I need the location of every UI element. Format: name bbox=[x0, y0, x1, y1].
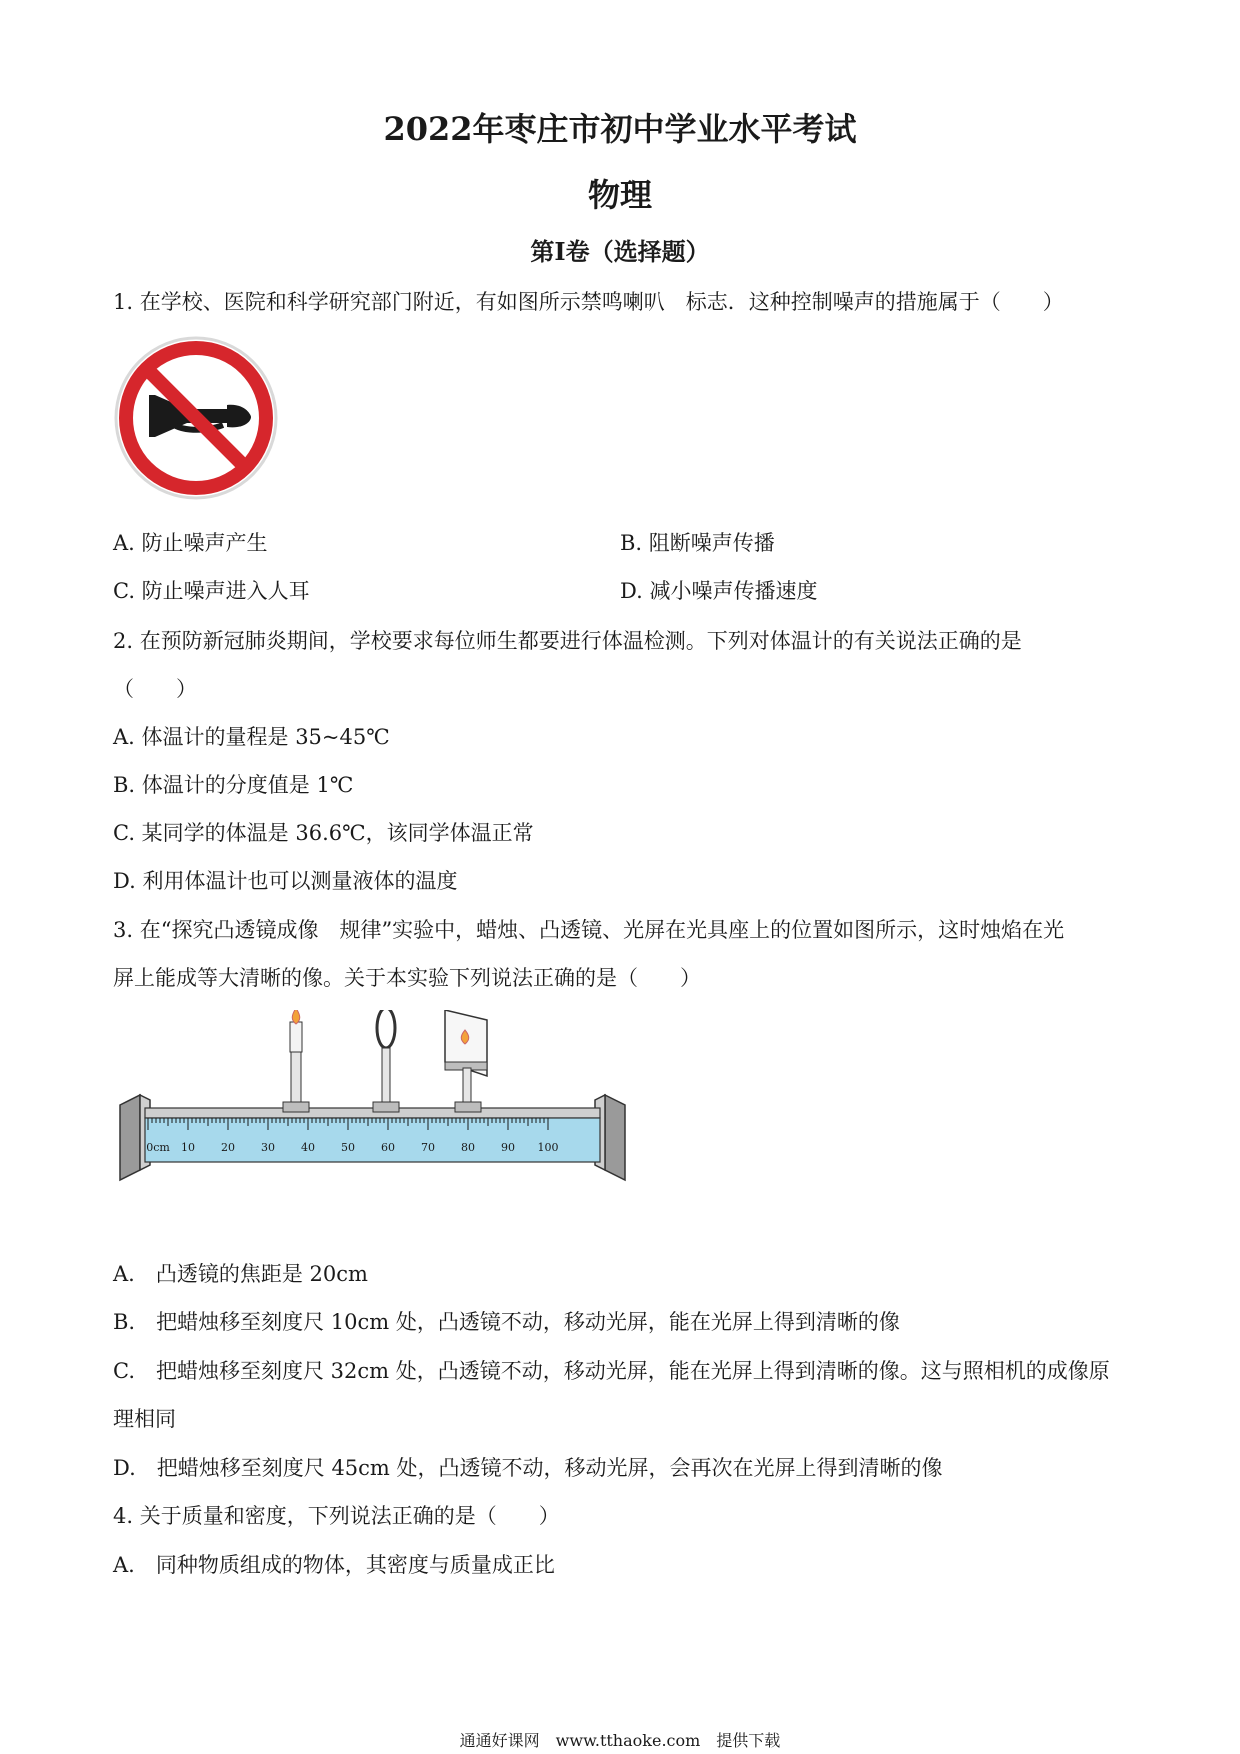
q3-option-c-line1: C. 把蜡烛移至刻度尺 32cm 处，凸透镜不动，移动光屏，能在光屏上得到清晰的像。这与照相机的成像原 bbox=[113, 1359, 1110, 1383]
ruler-label: 90 bbox=[501, 1141, 515, 1154]
footer-source: 通通好课网 www.tthaoke.com 提供下载 bbox=[459, 1731, 781, 1750]
exam-title: 2022年枣庄市初中学业水平考试 bbox=[383, 110, 857, 148]
ruler-label: 0cm bbox=[146, 1141, 170, 1154]
q2-stem-line2: （ ） bbox=[113, 677, 197, 701]
q3-stem-line1: 3. 在“探究凸透镜成像 规律”实验中，蜡烛、凸透镜、光屏在光具座上的位置如图所示，这时烛焰在光 bbox=[113, 918, 1065, 942]
ruler bbox=[145, 1118, 600, 1162]
ruler-label: 70 bbox=[421, 1141, 435, 1154]
ruler-label: 20 bbox=[221, 1141, 235, 1154]
q2-stem-line1: 2. 在预防新冠肺炎期间，学校要求每位师生都要进行体温检测。下列对体温计的有关说法正确的是 bbox=[113, 629, 1022, 653]
q2-option-d: D. 利用体温计也可以测量液体的温度 bbox=[113, 869, 458, 893]
q3-option-c-line2: 理相同 bbox=[113, 1407, 176, 1431]
ruler-label: 10 bbox=[181, 1141, 195, 1154]
q1-option-d: D. 减小噪声传播速度 bbox=[620, 579, 818, 603]
q3-option-b: B. 把蜡烛移至刻度尺 10cm 处，凸透镜不动，移动光屏，能在光屏上得到清晰的像 bbox=[113, 1310, 900, 1334]
q1-option-a: A. 防止噪声产生 bbox=[113, 531, 268, 555]
ruler-label: 60 bbox=[381, 1141, 395, 1154]
section-title: 第Ⅰ卷（选择题） bbox=[530, 237, 710, 266]
q2-option-c: C. 某同学的体温是 36.6℃，该同学体温正常 bbox=[113, 821, 534, 845]
q3-stem-line2: 屏上能成等大清晰的像。关于本实验下列说法正确的是（ ） bbox=[113, 966, 701, 990]
q3-option-a: A. 凸透镜的焦距是 20cm bbox=[113, 1262, 368, 1286]
ruler-label: 40 bbox=[301, 1141, 315, 1154]
q4-option-a: A. 同种物质组成的物体，其密度与质量成正比 bbox=[113, 1553, 555, 1577]
optical-bench-diagram bbox=[115, 1010, 640, 1185]
no-horn-sign-icon bbox=[111, 333, 281, 503]
subject-title: 物理 bbox=[587, 176, 652, 214]
q1-option-c: C. 防止噪声进入人耳 bbox=[113, 579, 310, 603]
q2-option-a: A. 体温计的量程是 35~45℃ bbox=[113, 725, 390, 749]
q1-stem: 1. 在学校、医院和科学研究部门附近，有如图所示禁鸣喇叭 标志．这种控制噪声的措施属于（ ） bbox=[113, 290, 1064, 314]
q4-stem: 4. 关于质量和密度，下列说法正确的是（ ） bbox=[113, 1504, 560, 1528]
ruler-label: 100 bbox=[537, 1141, 559, 1154]
q1-option-b: B. 阻断噪声传播 bbox=[620, 531, 775, 555]
ruler-label: 80 bbox=[461, 1141, 475, 1154]
q2-option-b: B. 体温计的分度值是 1℃ bbox=[113, 773, 354, 797]
ruler-label: 50 bbox=[341, 1141, 355, 1154]
q3-option-d: D. 把蜡烛移至刻度尺 45cm 处，凸透镜不动，移动光屏，会再次在光屏上得到清晰的像 bbox=[113, 1456, 943, 1480]
ruler-label: 30 bbox=[261, 1141, 275, 1154]
